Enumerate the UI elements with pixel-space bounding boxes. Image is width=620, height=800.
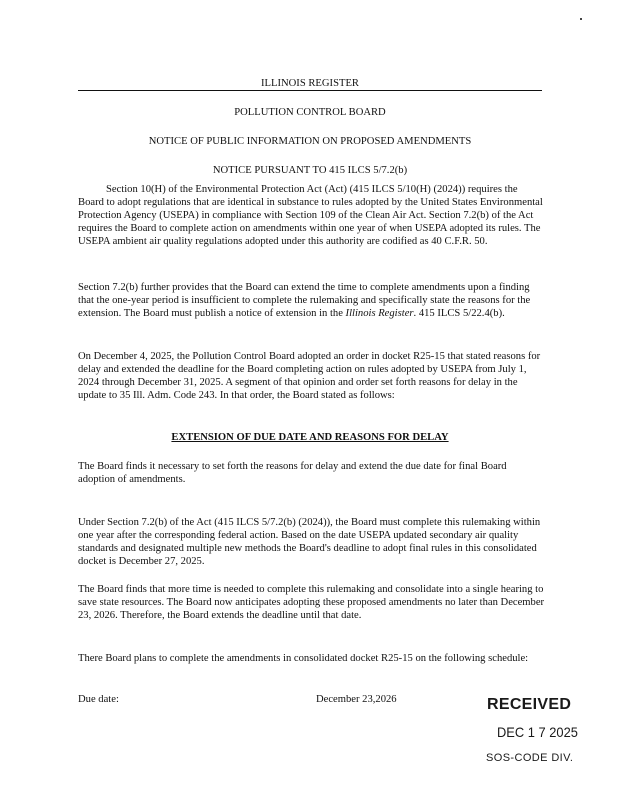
quote-paragraph-4 <box>78 652 546 665</box>
quote-paragraph-2 <box>78 516 546 568</box>
quote-paragraph-3 <box>78 583 546 622</box>
paragraph-text: There Board plans to complete the amendments in consolidated docket R25-15 on the following schedule: <box>78 653 529 664</box>
paragraph-board-order <box>78 350 546 402</box>
received-stamp-date: DEC 1 7 2025 <box>497 724 578 740</box>
received-stamp-division: SOS-CODE DIV. <box>486 752 574 764</box>
quote-paragraph-1 <box>78 460 546 486</box>
paragraph-extension-authority <box>78 281 546 320</box>
received-stamp: RECEIVED <box>487 696 572 713</box>
paragraph-text: Section 10(H) of the Environmental Protection Act (Act) (415 ILCS 5/10(H) (2024)) requires the Board to adopt regulations that are identical in substance to rules adopted by the United States Environmental Protection Agency (USEPA) in compliance with Section 109 of the Clean Air Act. Section 7.2(b) of the Act requires the Board to complete action on amendments within one year of when USEPA adopted its rules. The USEPA ambient air quality regulations adopted under this authority are codified as 40 C.F.R. 50. <box>78 184 543 247</box>
scan-speck <box>580 18 582 20</box>
paragraph-text: The Board finds it necessary to set forth the reasons for delay and extend the due date for final Board adoption of amendments. <box>78 461 507 485</box>
paragraph-text: Section 7.2(b) further provides that the Board can extend the time to complete amendments upon a finding that the one-year period is insufficient to complete the rulemaking and specifically state the reasons for the extension. The Board must publish a notice of extension in the <box>78 282 531 319</box>
header-rule <box>78 90 542 91</box>
paragraph-text-end: . 415 ILCS 5/22.4(b). <box>413 308 505 319</box>
notice-subtitle: NOTICE PURSUANT TO 415 ILCS 5/7.2(b) <box>212 165 408 176</box>
paragraph-statutory-authority <box>78 183 546 248</box>
paragraph-text: On December 4, 2025, the Pollution Control Board adopted an order in docket R25-15 that stated reasons for delay and extended the deadline for the Board completing action on rules adopted by USEPA from July 1, 2024 through December 31, 2025. A segment of that opinion and order set forth reasons for delay in the update to 35 Ill. Adm. Code 243. In that order, the Board stated as follows: <box>78 351 541 401</box>
publication-name: ILLINOIS REGISTER <box>261 78 359 89</box>
paragraph-text: The Board finds that more time is needed to complete this rulemaking and consolidate into a single hearing to save state resources. The Board now anticipates adopting these proposed amendments no later than December 23, 2026. Therefore, the Board extends the deadline until that date. <box>78 584 545 621</box>
paragraph-text: Under Section 7.2(b) of the Act (415 ILCS 5/7.2(b) (2024)), the Board must complete this rulemaking within one year after the corresponding federal action. Based on the date USEPA updated secondary air quality standards and designated multiple new methods the Board's deadline to adopt final rules in this consolidated docket is December 27, 2025. <box>78 517 541 567</box>
section-heading: EXTENSION OF DUE DATE AND REASONS FOR DELAY <box>171 432 449 443</box>
publication-title-italic: Illinois Register <box>345 308 414 319</box>
notice-title: NOTICE OF PUBLIC INFORMATION ON PROPOSED AMENDMENTS <box>148 136 472 147</box>
schedule-due-label: Due date: <box>78 694 119 705</box>
agency-name: POLLUTION CONTROL BOARD <box>234 107 386 118</box>
schedule-due-value: December 23,2026 <box>316 694 397 705</box>
